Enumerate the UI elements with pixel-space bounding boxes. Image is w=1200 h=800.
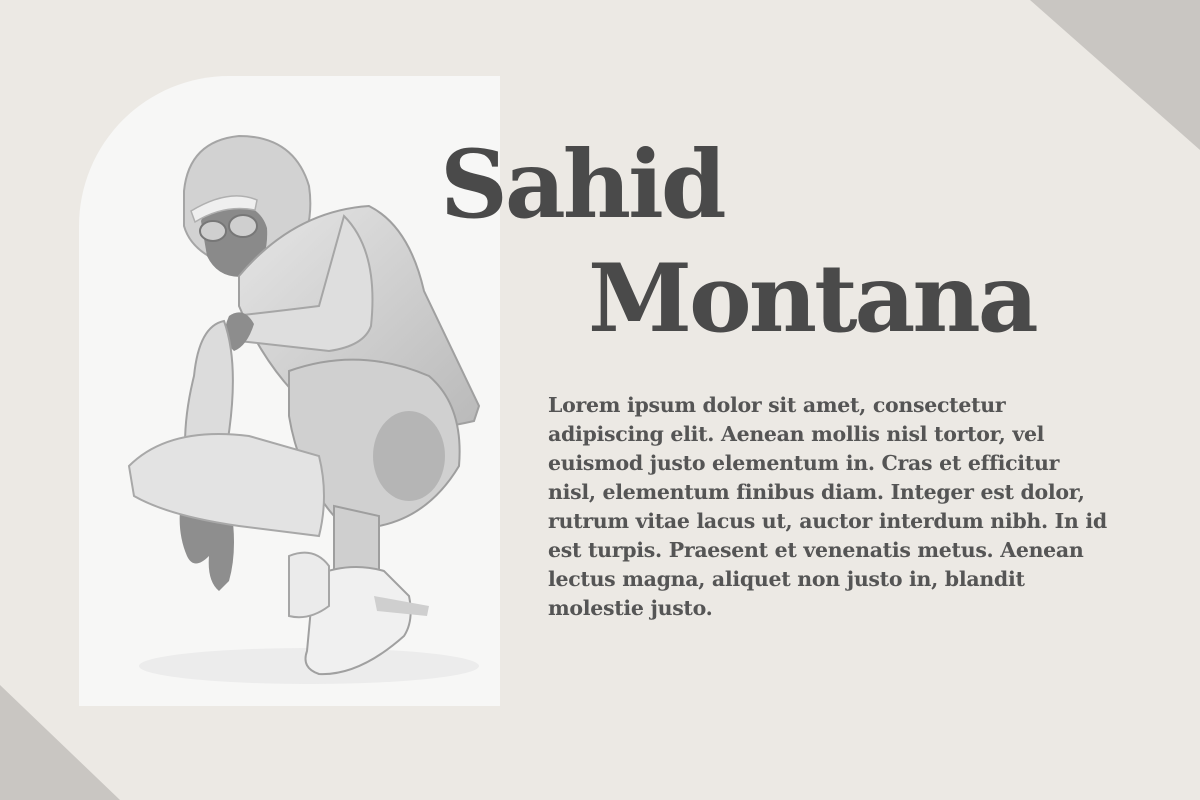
name-last: Montana [588, 244, 1036, 354]
name-first: Sahid [440, 130, 724, 240]
corner-shape-top-right [1030, 0, 1200, 150]
portrait-photo [79, 76, 500, 706]
bio-paragraph: Lorem ipsum dolor sit amet, consectetur adipiscing elit. Aenean mollis nisl tortor, vel euismod justo elementum in. Cras et efficitur nisl, elementum finibus diam. Integer est dolor, rutrum vitae lacus ut, auctor interdum nibh. In id est turpis. Praesent et venenatis metus. Aenean lectus magna, aliquet non justo in, blandit molestie justo. [548, 393, 1107, 620]
crouching-person-figure [79, 76, 500, 706]
